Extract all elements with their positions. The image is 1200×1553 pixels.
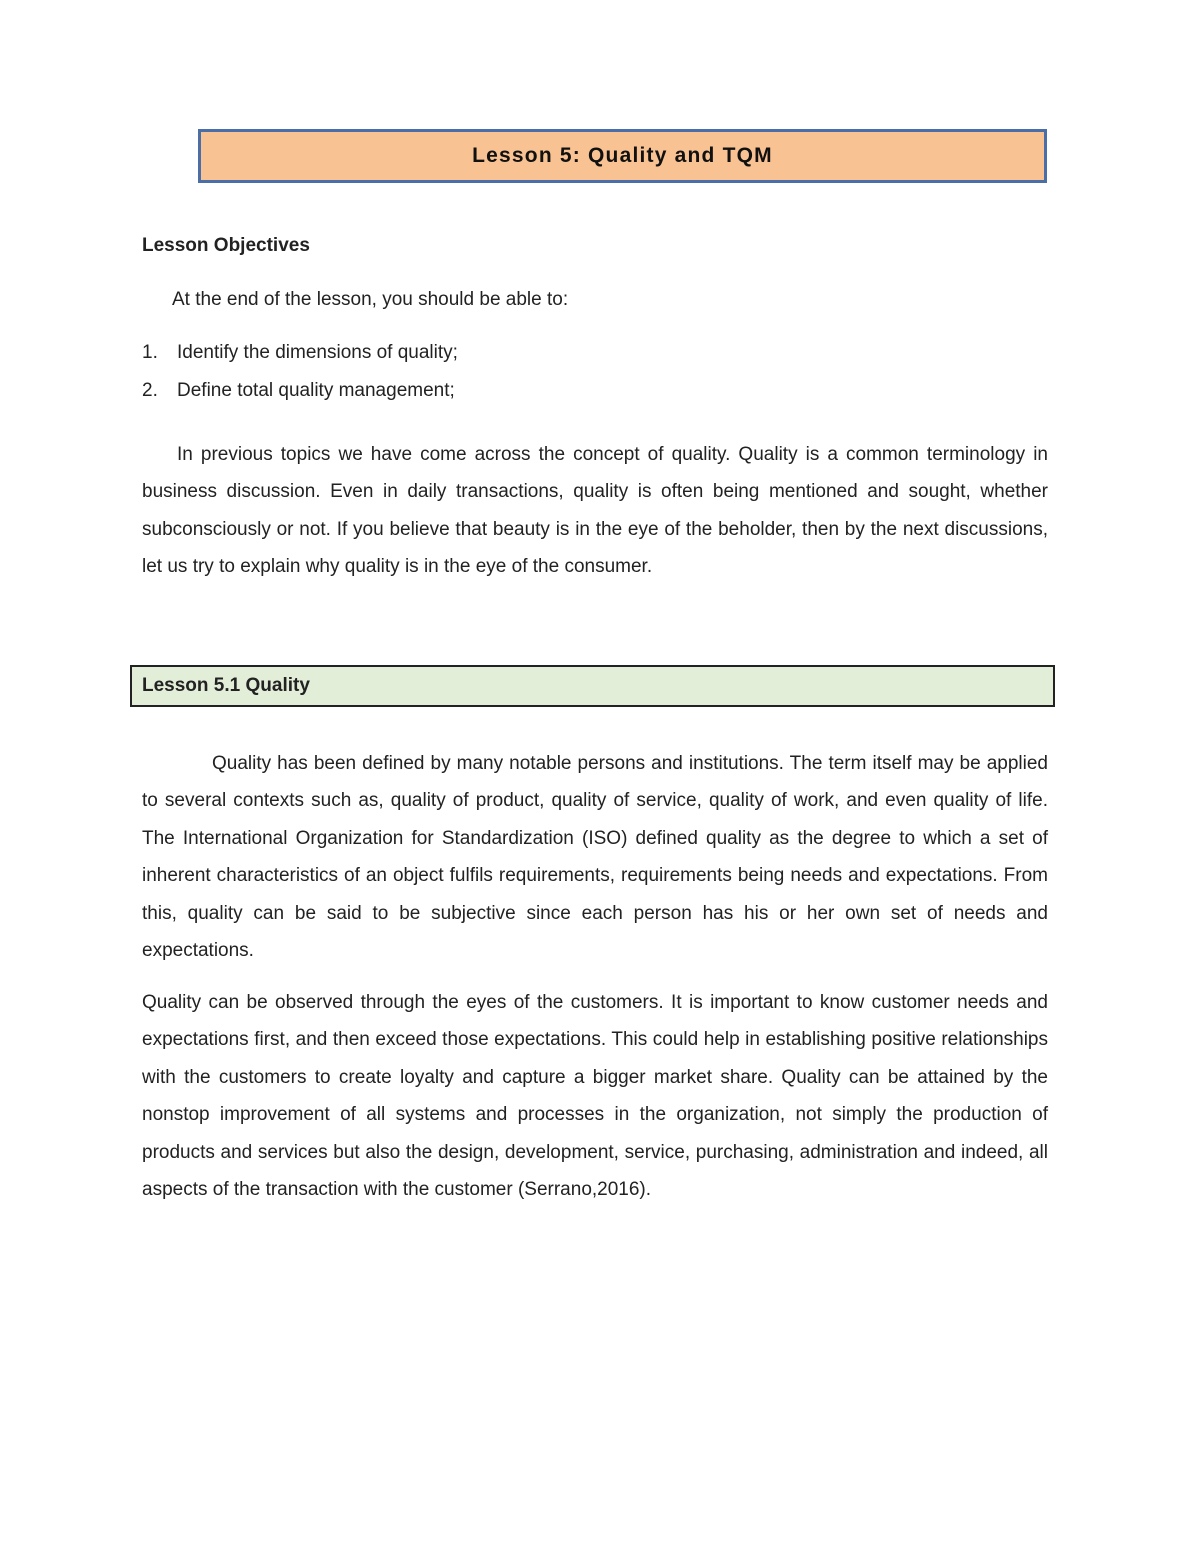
- objective-item-2: [142, 380, 455, 402]
- objectives-heading: Lesson Objectives: [142, 235, 310, 256]
- objective-item-1: [142, 342, 458, 364]
- objectives-intro: At the end of the lesson, you should be able to:: [172, 289, 569, 310]
- lesson-title: Lesson 5: Quality and TQM: [472, 144, 773, 167]
- objective-number: 2.: [142, 380, 158, 401]
- section-heading: Lesson 5.1 Quality: [142, 675, 310, 696]
- lesson-title-box: [198, 129, 1047, 183]
- objective-text: Identify the dimensions of quality;: [177, 342, 458, 363]
- objective-number: 1.: [142, 342, 158, 363]
- section-paragraph-2: Quality can be observed through the eyes of the customers. It is important to know customer needs and expectations first, and then exceed those expectations. This could help in establishing positive relationships with the customers to create loyalty and capture a bigger market share. Quality can be attained by the nonstop improvement of all systems and processes in the organization, not simply the production of products and services but also the design, development, service, purchasing, administration and indeed, all aspects of the transaction with the customer (Serrano,2016).: [142, 992, 1048, 1201]
- intro-paragraph: In previous topics we have come across the concept of quality. Quality is a common terminology in business discussion. Even in daily transactions, quality is often being mentioned and sought, whether subconsciously or not. If you believe that beauty is in the eye of the beholder, then by the next discussions, let us try to explain why quality is in the eye of the consumer.: [142, 444, 1048, 578]
- section-heading-box: [130, 665, 1055, 707]
- section-paragraph-1: Quality has been defined by many notable persons and institutions. The term itself may be applied to several contexts such as, quality of product, quality of service, quality of work, and even quality of life. The International Organization for Standardization (ISO) defined quality as the degree to which a set of inherent characteristics of an object fulfils requirements, requirements being needs and expectations. From this, quality can be said to be subjective since each person has his or her own set of needs and expectations.: [142, 753, 1048, 962]
- objective-text: Define total quality management;: [177, 380, 455, 401]
